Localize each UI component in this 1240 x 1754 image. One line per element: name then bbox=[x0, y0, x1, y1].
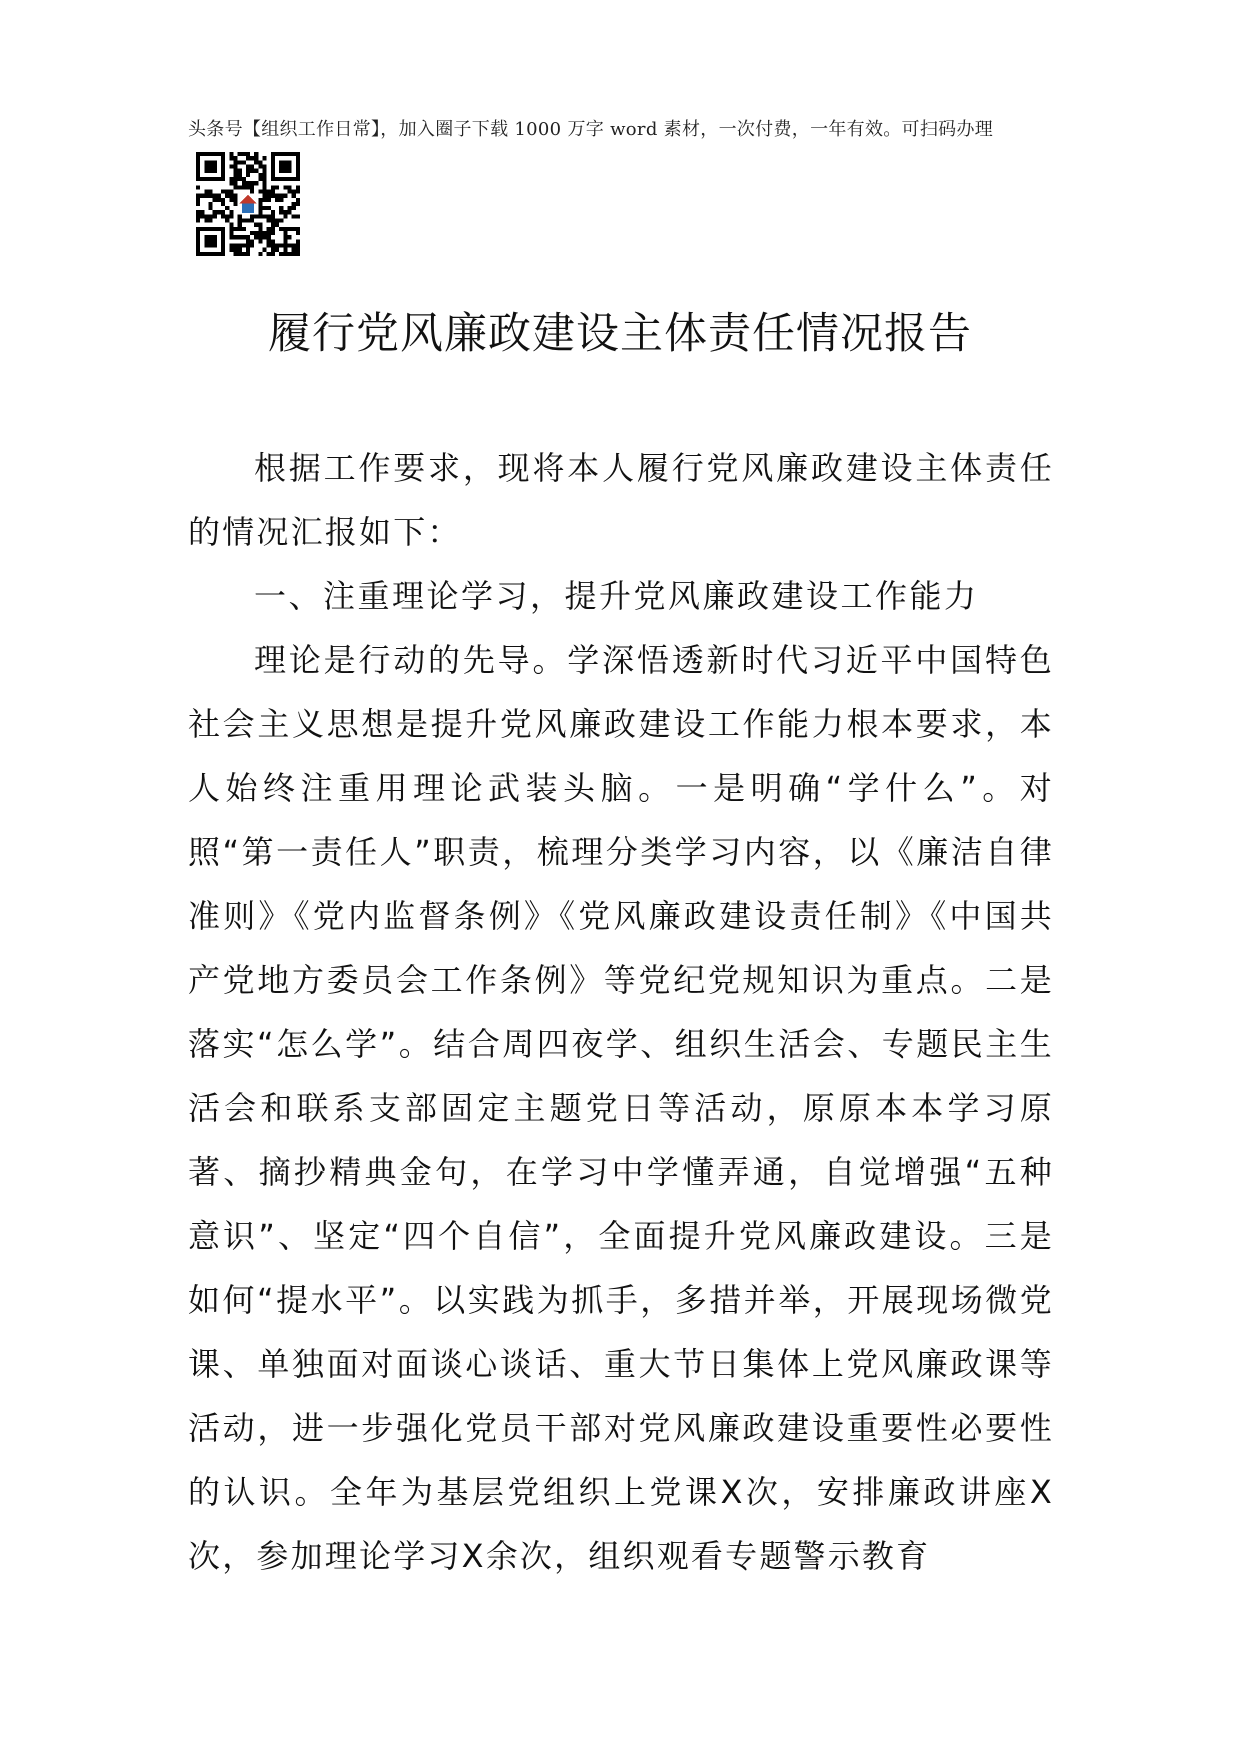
section-heading: 一、注重理论学习，提升党风廉政建设工作能力 bbox=[254, 577, 979, 615]
intro-paragraph: 根据工作要求，现将本人履行党风廉政建设主体责任的情况汇报如下： bbox=[188, 449, 1054, 551]
header-note: 头条号【组织工作日常】，加入圈子下载 1000 万字 word 素材，一次付费，一年有效。可扫码办理 bbox=[188, 119, 994, 140]
page-title: 履行党风廉政建设主体责任情况报告 bbox=[268, 309, 972, 359]
body-paragraph: 理论是行动的先导。学深悟透新时代习近平中国特色社会主义思想是提升党风廉政建设工作能力根本要求，本人始终注重用理论武装头脑。一是明确“学什么”。对照“第一责任人”职责，梳理分类学习内容，以《廉洁自律准则》《党内监督条例》《党风廉政建设责任制》《中国共产党地方委员会工作条例》等党纪党规知识为重点。二是落实“怎么学”。结合周四夜学、组织生活会、专题民主生活会和联系支部固定主题党日等活动，原原本本学习原著、摘抄精典金句，在学习中学懂弄通，自觉增强“五种意识”、坚定“四个自信”，全面提升党风廉政建设。三是如何“提水平”。以实践为抓手，多措并举，开展现场微党课、单独面对面谈心谈话、重大节日集体上党风廉政课等活动，进一步强化党员干部对党风廉政建设重要性必要性的认识。全年为基层党组织上党课X次，安排廉政讲座X次，参加理论学习X余次，组织观看专题警示教育 bbox=[188, 641, 1054, 1575]
document-body bbox=[188, 436, 1054, 1588]
qr-code-icon bbox=[196, 152, 300, 256]
